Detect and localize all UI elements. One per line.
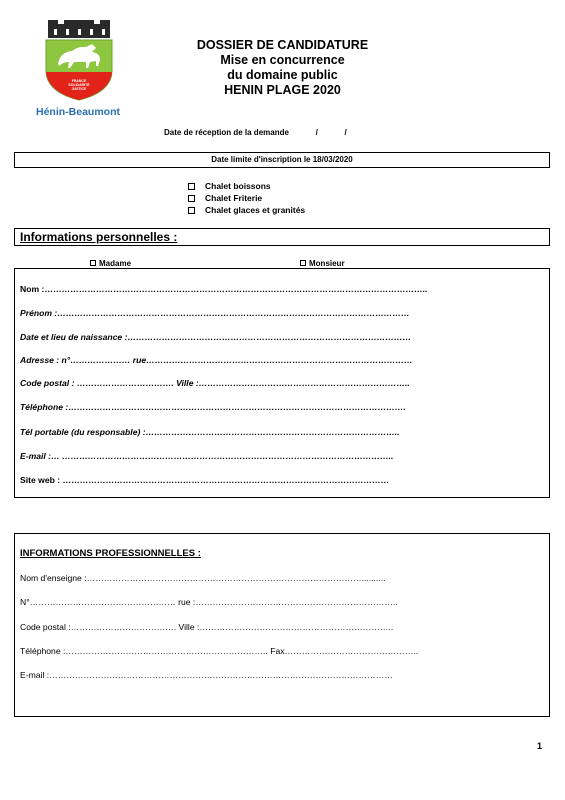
field-pro-code-postal-ville[interactable]: Code postal :………………………………. Ville :………………………………………………………….. (20, 622, 394, 632)
civility-label: Monsieur (309, 259, 345, 268)
field-date-lieu-naissance[interactable]: Date et lieu de naissance :……………………………………………………………………………………… (20, 332, 412, 342)
choice-chalet-glaces[interactable] (188, 205, 305, 215)
field-numero-rue[interactable]: N°…………………………………………… rue :…………………………………………………………….. (20, 597, 398, 607)
deadline-text: Date limite d'inscription le 18/03/2020 (211, 155, 353, 164)
title-line: HENIN PLAGE 2020 (224, 83, 341, 97)
checkbox-icon[interactable] (188, 195, 195, 202)
checkbox-icon[interactable] (188, 207, 195, 214)
choice-chalet-boissons[interactable] (188, 181, 271, 191)
page-number: 1 (537, 741, 543, 751)
field-site-web[interactable]: Site web : …………………………………………………………………………………………………… (20, 475, 390, 485)
checkbox-icon[interactable] (300, 260, 306, 266)
field-nom-enseigne[interactable]: Nom d'enseigne :…………………………………………………………………………………….......... (20, 573, 386, 583)
personal-heading-box (14, 228, 550, 246)
logo-town-name: Hénin-Beaumont (36, 106, 120, 118)
motto-line: SOLIDARITÉ (68, 83, 90, 87)
field-adresse[interactable]: Adresse : n°………………… rue………………………………………………………………………………… (20, 355, 413, 365)
deadline-box (14, 152, 550, 168)
title-line: Mise en concurrence (220, 53, 345, 67)
logo-motto (64, 79, 94, 91)
checkbox-icon[interactable] (188, 183, 195, 190)
professional-heading: INFORMATIONS PROFESSIONNELLES : (20, 548, 201, 559)
title-line: DOSSIER DE CANDIDATURE (196, 38, 369, 52)
checkbox-icon[interactable] (90, 260, 96, 266)
field-prenom[interactable]: Prénom :…………………………………………………………………………………………………………… (20, 308, 410, 318)
motto-line: FRANCE (71, 79, 87, 83)
field-telephone[interactable]: Téléphone :………………………………………………………………………………………………………. (20, 402, 406, 412)
civility-label: Madame (99, 259, 132, 268)
field-code-postal-ville[interactable]: Code postal : ……………………………. Ville :……………………………………………………………….. (20, 378, 410, 388)
title-line: du domaine public (227, 68, 338, 82)
field-pro-email[interactable]: E-mail :………………………………………………………………………………………………………… (20, 670, 393, 680)
field-pro-telephone-fax[interactable]: Téléphone :…………………………………………………………….. Fax……………………………………….. (20, 646, 419, 656)
choice-label: Chalet Friterie (205, 193, 263, 203)
town-logo (34, 20, 124, 120)
choice-label: Chalet glaces et granités (205, 205, 306, 215)
field-tel-portable[interactable]: Tél portable (du responsable) :…………………………………………………………………………….. (20, 427, 400, 437)
choice-chalet-friterie[interactable] (188, 193, 262, 203)
civility-monsieur[interactable] (300, 259, 345, 268)
personal-heading: Informations personnelles : (20, 230, 178, 244)
field-nom[interactable]: Nom :…………………………………………………………………………………………………………………….. (20, 284, 428, 294)
field-email[interactable]: E-mail :… …………………………………………………………………………………………………….. (20, 451, 394, 461)
motto-line: JUSTICE (71, 87, 87, 91)
civility-madame[interactable] (90, 259, 131, 268)
choice-label: Chalet boissons (205, 181, 271, 191)
reception-date-line: Date de réception de la demande / / (164, 128, 347, 137)
document-title (150, 38, 415, 98)
